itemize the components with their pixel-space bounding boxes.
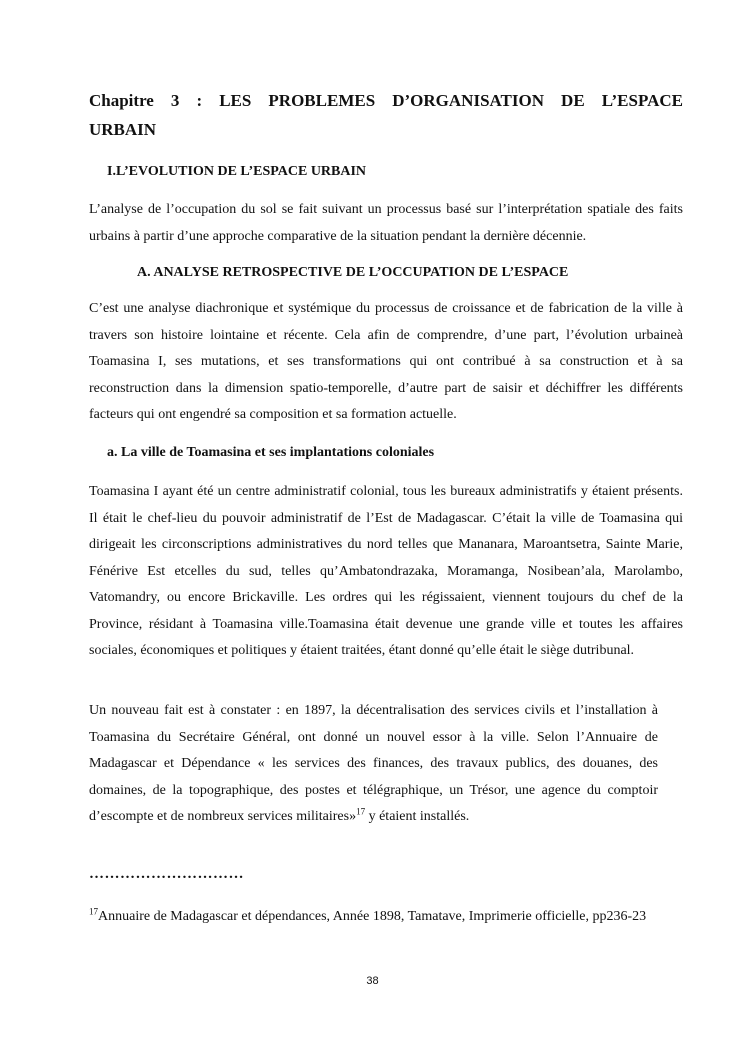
paragraph-4-text-after: y étaient installés.	[365, 809, 470, 824]
chapter-title	[89, 86, 683, 144]
paragraph-4-text-before: Un nouveau fait est à constater : en 1897, la décentralisation des services civils et l’installation à Toamasina du Secrétaire Général, ont donné un nouvel essor à la ville. Selon l’Annuaire de Madagascar et Dépendance « les services des finances, des travaux publics, des douanes, des domaines, de la topographique, des postes et télégraphique, un Trésor, une agence du comptoir d’escompte et de nombreux services militaires»	[89, 703, 658, 824]
paragraph-2: C’est une analyse diachronique et systémique du processus de croissance et de fabrication de la ville à travers son histoire lointaine et récente. Cela afin de comprendre, d’une part, l’évolution urbaineà Toamasina I, ses mutations, et ses transformations qui ont contribué à sa construction et à sa reconstruction dans la dimension spatio-temporelle, d’autre part de saisir et déchiffrer les différents facteurs qui ont engendré sa composition et sa formation actuelle.	[89, 301, 683, 422]
section-heading-1: I.L’EVOLUTION DE L’ESPACE URBAIN	[107, 164, 367, 179]
subsection-heading-a: a. La ville de Toamasina et ses implantations coloniales	[107, 445, 435, 460]
paragraph-3: Toamasina I ayant été un centre administratif colonial, tous les bureaux administratifs y étaient présents. Il était le chef-lieu du pouvoir administratif de l’Est de Madagascar. C’était la ville de Toamasina qui dirigeait les circonscriptions administratives du nord telles que Mananara, Maroantsetra, Sainte Marie, Fénérive Est etcelles du sud, telles qu’Ambatondrazaka, Moramanga, Nosibean’ala, Marolambo, Vatomandry, ou encore Brickaville. Les ordres qui les régissaient, viennent toujours du chef de la Province, résidant à Toamasina ville.Toamasina était devenue une grande ville et toutes les affaires sociales, économiques et politiques y étaient traitées, étant donné qu’elle était le siège dutribunal.	[89, 484, 683, 658]
page-number: 38	[366, 975, 379, 987]
paragraph-4	[89, 698, 658, 831]
chapter-title-line-2: URBAIN	[89, 120, 157, 139]
footnote-reference: 17	[356, 806, 366, 817]
section-heading-a: A. ANALYSE RETROSPECTIVE DE L’OCCUPATION DE L’ESPACE	[137, 265, 569, 280]
footnote-text: Annuaire de Madagascar et dépendances, Année 1898, Tamatave, Imprimerie officielle, pp236-23	[98, 909, 647, 924]
footnote	[89, 903, 658, 930]
chapter-title-line-1: Chapitre 3 : LES PROBLEMES D’ORGANISATION DE L’ESPACE	[89, 91, 683, 110]
paragraph-1: L’analyse de l’occupation du sol se fait suivant un processus basé sur l’interprétation spatiale des faits urbains à partir d’une approche comparative de la situation pendant la dernière décennie.	[89, 202, 683, 244]
footnote-separator: …………………………	[89, 866, 244, 882]
footnote-number: 17	[89, 906, 98, 917]
